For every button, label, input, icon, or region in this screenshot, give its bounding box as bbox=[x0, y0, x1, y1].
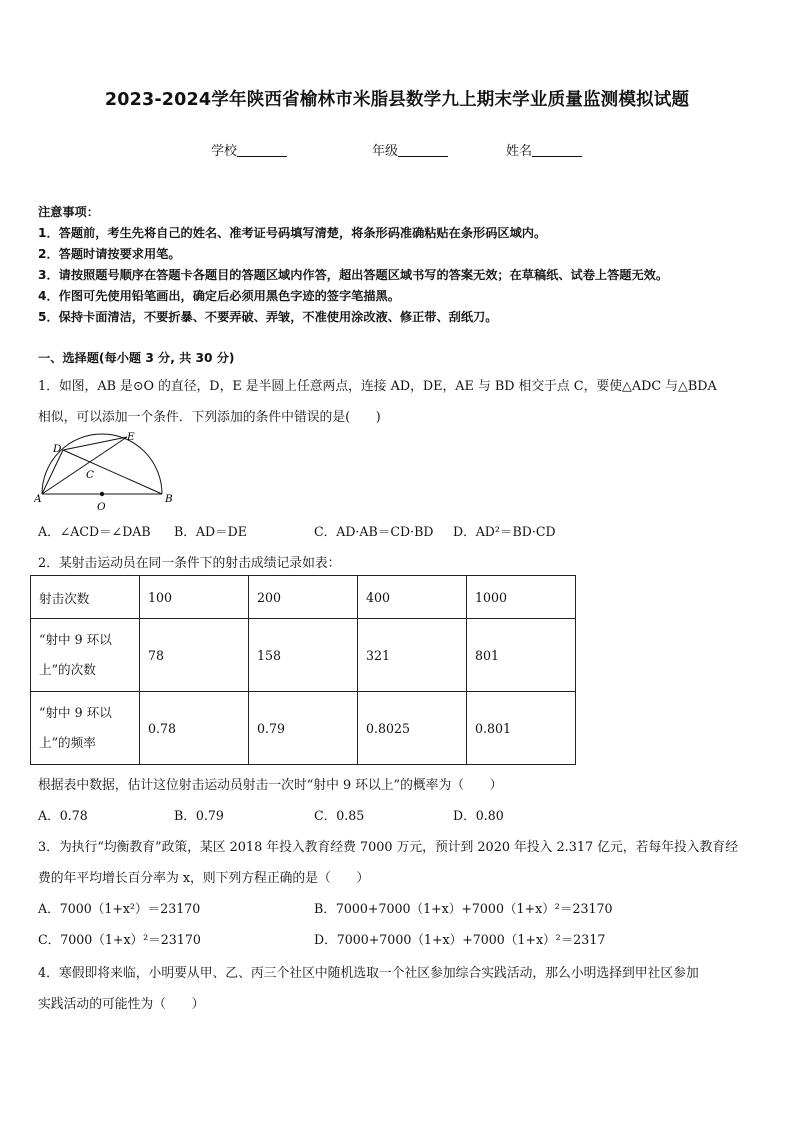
q3-option-c[interactable]: C．7000（1+x）²＝23170 bbox=[38, 932, 201, 947]
notice-item: 3．请按照题号顺序在答题卡各题目的答题区域内作答，超出答题区域书写的答案无效；在草稿纸、试卷上答题无效。 bbox=[38, 268, 669, 282]
grade-blank[interactable] bbox=[398, 143, 448, 157]
q1-option-c[interactable]: C．AD·AB＝CD·BD bbox=[314, 524, 434, 539]
label-a: A bbox=[34, 493, 42, 505]
table-cell: 100 bbox=[140, 576, 249, 619]
table-cell: 801 bbox=[467, 619, 576, 692]
notice-heading: 注意事项： bbox=[38, 205, 99, 219]
q2-option-b[interactable]: B．0.79 bbox=[174, 808, 224, 823]
section-heading: 一、选择题(每小题 3 分, 共 30 分) bbox=[38, 351, 235, 365]
q3-stem-line1: 3．为执行“均衡教育”政策，某区 2018 年投入教育经费 7000 万元，预计到 2020 年投入 2.317 亿元，若每年投入教育经 bbox=[38, 840, 738, 855]
cell-line: 上”的频率 bbox=[39, 735, 96, 750]
q3-stem-line2: 费的年平均增长百分率为 x，则下列方程正确的是（ ） bbox=[38, 871, 370, 886]
q2-option-d[interactable]: D．0.80 bbox=[453, 808, 504, 823]
q2-stem: 2．某射击运动员在同一条件下的射击成绩记录如表： bbox=[38, 556, 341, 571]
label-o: O bbox=[97, 501, 106, 513]
school-blank[interactable] bbox=[237, 143, 287, 157]
shooting-record-table bbox=[30, 575, 576, 765]
table-cell bbox=[31, 692, 140, 765]
grade-label: 年级 bbox=[372, 144, 399, 159]
q3-option-a[interactable]: A．7000（1+x²）＝23170 bbox=[38, 901, 201, 916]
q1-option-d[interactable]: D．AD²＝BD·CD bbox=[453, 524, 556, 539]
cell-line: “射中 9 环以 bbox=[39, 632, 112, 647]
table-cell: 0.79 bbox=[249, 692, 358, 765]
table-cell: 射击次数 bbox=[31, 576, 140, 619]
grade-field[interactable] bbox=[372, 140, 448, 159]
q2-option-c[interactable]: C．0.85 bbox=[314, 808, 365, 823]
table-cell: 78 bbox=[140, 619, 249, 692]
table-cell bbox=[31, 619, 140, 692]
q4-stem-line2: 实践活动的可能性为（ ） bbox=[38, 997, 205, 1012]
label-d: D bbox=[53, 443, 62, 455]
name-blank[interactable] bbox=[532, 143, 582, 157]
center-point-o bbox=[100, 492, 104, 496]
label-e: E bbox=[127, 431, 135, 443]
table-row bbox=[31, 576, 576, 619]
name-field[interactable] bbox=[506, 140, 582, 159]
notice-item: 1．答题前，考生先将自己的姓名、准考证号码填写清楚，将条形码准确粘贴在条形码区域内。 bbox=[38, 226, 547, 240]
table-cell: 0.8025 bbox=[358, 692, 467, 765]
segment-bd bbox=[63, 450, 162, 494]
q3-option-b[interactable]: B．7000+7000（1+x）+7000（1+x）²＝23170 bbox=[314, 901, 613, 916]
notice-item: 2．答题时请按要求用笔。 bbox=[38, 247, 181, 261]
table-cell: 1000 bbox=[467, 576, 576, 619]
notice-item: 5．保持卡面清洁，不要折暴、不要弄破、弄皱，不准使用涂改液、修正带、刮纸刀。 bbox=[38, 310, 498, 324]
table-cell: 0.801 bbox=[467, 692, 576, 765]
table-cell: 200 bbox=[249, 576, 358, 619]
q1-option-a[interactable]: A．∠ACD＝∠DAB bbox=[38, 524, 151, 539]
notice-item: 4．作图可先使用铅笔画出，确定后必须用黑色字迹的签字笔描黑。 bbox=[38, 289, 400, 303]
q1-geometry-figure bbox=[34, 428, 174, 514]
cell-line: “射中 9 环以 bbox=[39, 705, 112, 720]
q1-option-b[interactable]: B．AD＝DE bbox=[174, 524, 247, 539]
table-cell: 400 bbox=[358, 576, 467, 619]
school-label: 学校 bbox=[211, 144, 238, 159]
q3-option-d[interactable]: D．7000+7000（1+x）+7000（1+x）²＝2317 bbox=[314, 932, 606, 947]
table-row bbox=[31, 692, 576, 765]
student-info-row bbox=[0, 140, 794, 160]
label-c: C bbox=[86, 469, 95, 481]
q2-question: 根据表中数据，估计这位射击运动员射击一次时“射中 9 环以上”的概率为（ ） bbox=[38, 778, 503, 793]
q1-stem-line2: 相似，可以添加一个条件．下列添加的条件中错误的是( ) bbox=[38, 410, 381, 425]
q4-stem-line1: 4．寒假即将来临，小明要从甲、乙、丙三个社区中随机选取一个社区参加综合实践活动，那么小明选择到甲社区参加 bbox=[38, 966, 699, 981]
table-row bbox=[31, 619, 576, 692]
school-field[interactable] bbox=[211, 140, 287, 159]
cell-line: 上”的次数 bbox=[39, 662, 96, 677]
name-label: 姓名 bbox=[506, 144, 533, 159]
label-b: B bbox=[165, 493, 173, 505]
page-title: 2023-2024学年陕西省榆林市米脂县数学九上期末学业质量监测模拟试题 bbox=[104, 90, 690, 110]
table-cell: 158 bbox=[249, 619, 358, 692]
table-cell: 0.78 bbox=[140, 692, 249, 765]
q1-stem-line1: 1．如图，AB 是⊙O 的直径，D，E 是半圆上任意两点，连接 AD，DE，AE 与 BD 相交于点 C，要使△ADC 与△BDA bbox=[38, 379, 717, 394]
table-cell: 321 bbox=[358, 619, 467, 692]
q2-option-a[interactable]: A．0.78 bbox=[38, 808, 88, 823]
